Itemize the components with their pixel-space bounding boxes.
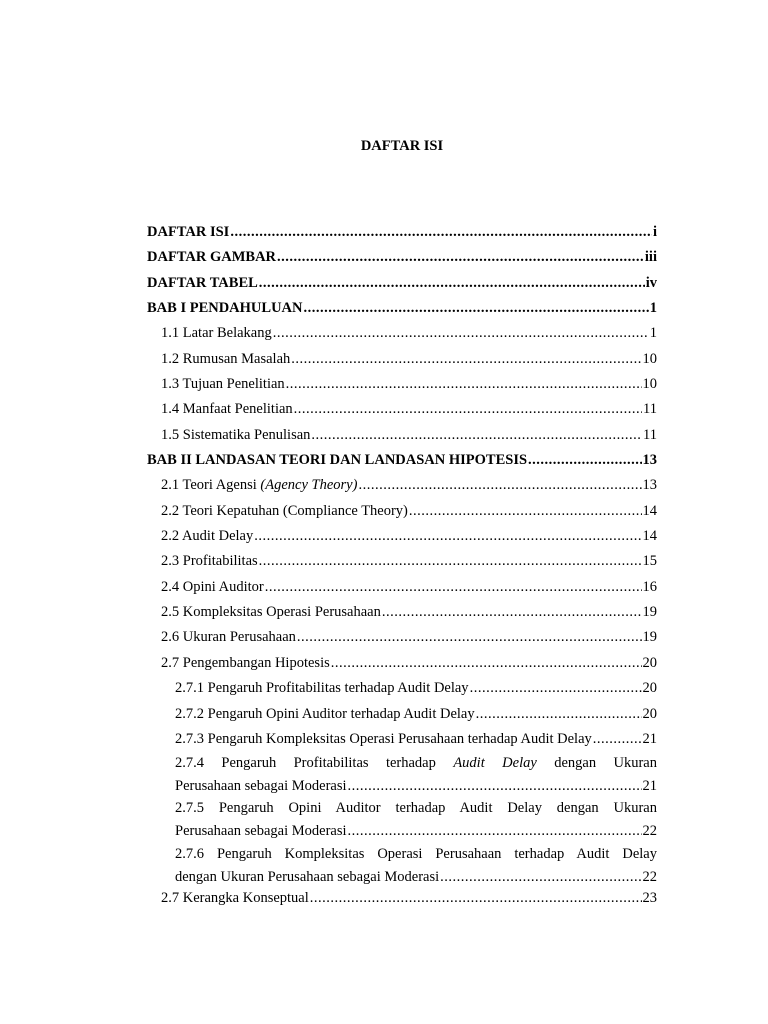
toc-entry-label-line2: Perusahaan sebagai Moderasi — [175, 823, 347, 839]
toc-entry-page: iv — [645, 275, 657, 291]
toc-entry-label: 2.3 Profitabilitas — [161, 553, 258, 569]
toc-entry-page: 20 — [642, 680, 657, 696]
toc-entry-label: 2.7.2 Pengaruh Opini Auditor terhadap Audit Delay — [175, 706, 475, 722]
toc-entry-2-7-kerangka[interactable] — [161, 886, 657, 911]
toc-entry-page: 11 — [643, 401, 657, 417]
toc-entry-page: 19 — [642, 604, 657, 620]
dot-leader — [382, 600, 642, 625]
dot-leader — [593, 727, 642, 752]
toc-entry-label-part: dengan Ukuran — [536, 755, 657, 771]
dot-leader — [331, 651, 642, 676]
toc-entry-page: 20 — [642, 706, 657, 722]
dot-leader — [294, 397, 642, 422]
toc-entry-1-1[interactable] — [161, 321, 657, 346]
toc-entry-label: 2.6 Ukuran Perusahaan — [161, 629, 296, 645]
toc-entry-2-5[interactable] — [161, 600, 657, 625]
dot-leader — [358, 473, 641, 498]
toc-entry-label: 2.2 Teori Kepatuhan (Compliance Theory) — [161, 503, 408, 519]
toc-entry-2-7-5[interactable] — [175, 797, 657, 843]
dot-leader — [259, 271, 645, 296]
toc-entry-label-italic: Audit Delay — [453, 755, 537, 771]
toc-entry-2-2-kepatuhan[interactable] — [161, 499, 657, 524]
toc-entry-label: 2.7.3 Pengaruh Kompleksitas Operasi Perusahaan terhadap Audit Delay — [175, 731, 592, 747]
toc-entry-label-italic: (Agency Theory) — [260, 477, 358, 493]
dot-leader — [254, 524, 641, 549]
toc-entry-2-7-3[interactable] — [175, 727, 657, 752]
toc-entry-2-2-audit-delay[interactable] — [161, 524, 657, 549]
dot-leader — [297, 625, 642, 650]
toc-entry-page: 20 — [642, 655, 657, 671]
toc-entry-bab-2[interactable] — [147, 448, 657, 473]
page-title: DAFTAR ISI — [360, 138, 444, 154]
dot-leader — [311, 423, 642, 448]
toc-entry-label: 1.1 Latar Belakang — [161, 325, 272, 341]
dot-leader — [273, 321, 649, 346]
toc-entry-page: 10 — [642, 351, 657, 367]
dot-leader — [304, 296, 649, 321]
toc-entry-2-7-2[interactable] — [175, 702, 657, 727]
toc-entry-2-7-4[interactable] — [175, 752, 657, 798]
toc-entry-page: 21 — [642, 731, 657, 747]
toc-entry-daftar-isi[interactable] — [147, 220, 657, 245]
toc-entry-page: 14 — [642, 503, 657, 519]
toc-entry-page: 11 — [643, 427, 657, 443]
dot-leader — [259, 549, 642, 574]
toc-entry-page: iii — [644, 249, 657, 265]
dot-leader — [291, 347, 641, 372]
toc-entry-daftar-tabel[interactable] — [147, 271, 657, 296]
toc-entry-page: 13 — [642, 477, 657, 493]
toc-entry-label-line1: 2.7.6 Pengaruh Kompleksitas Operasi Perusahaan terhadap Audit Delay — [175, 846, 657, 862]
toc-entry-label: BAB I PENDAHULUAN — [147, 300, 303, 316]
toc-entry-page: 22 — [642, 869, 657, 885]
toc-entry-1-3[interactable] — [161, 372, 657, 397]
dot-leader — [476, 702, 642, 727]
dot-leader — [348, 775, 642, 798]
toc-entry-bab-1[interactable] — [147, 296, 657, 321]
toc-entry-page: 14 — [642, 528, 657, 544]
toc-entry-page: 10 — [642, 376, 657, 392]
toc-entry-label: BAB II LANDASAN TEORI DAN LANDASAN HIPOTESIS — [147, 452, 528, 468]
toc-entry-1-2[interactable] — [161, 347, 657, 372]
toc-entry-label: 2.5 Kompleksitas Operasi Perusahaan — [161, 604, 381, 620]
toc-entry-label-line2: Perusahaan sebagai Moderasi — [175, 778, 347, 794]
toc-entry-label-part: 2.7.4 Pengaruh Profitabilitas terhadap — [175, 755, 454, 771]
toc-entry-2-4[interactable] — [161, 575, 657, 600]
toc-entry-page: 16 — [642, 579, 657, 595]
toc-entry-label-text: 2.1 Teori Agensi — [161, 477, 261, 493]
toc-entry-1-5[interactable] — [161, 423, 657, 448]
toc-entry-label — [161, 473, 357, 498]
toc-entry-label: 1.5 Sistematika Penulisan — [161, 427, 311, 443]
toc-entry-1-4[interactable] — [161, 397, 657, 422]
toc-entry-label: 2.7 Kerangka Konseptual — [161, 890, 309, 906]
toc-entry-label: 1.2 Rumusan Masalah — [161, 351, 291, 367]
toc-entry-label: DAFTAR TABEL — [147, 275, 258, 291]
toc-entry-2-6[interactable] — [161, 625, 657, 650]
toc-entry-2-1[interactable] — [161, 473, 657, 498]
toc-entry-label: DAFTAR GAMBAR — [147, 249, 277, 265]
toc-entry-page: 23 — [642, 890, 657, 906]
dot-leader — [310, 886, 642, 911]
toc-entry-label: 1.3 Tujuan Penelitian — [161, 376, 285, 392]
toc-entry-page: 22 — [642, 823, 657, 839]
toc-entry-page: 15 — [642, 553, 657, 569]
dot-leader — [230, 220, 652, 245]
toc-entry-page: 13 — [642, 452, 657, 468]
dot-leader — [265, 575, 642, 600]
toc-entry-label: 2.7.1 Pengaruh Profitabilitas terhadap Audit Delay — [175, 680, 469, 696]
toc-entry-2-7-6[interactable] — [175, 843, 657, 889]
toc-entry-page: 19 — [642, 629, 657, 645]
dot-leader — [409, 499, 642, 524]
dot-leader — [528, 448, 641, 473]
toc-entry-page: 1 — [649, 300, 657, 316]
toc-entry-label-line1: 2.7.5 Pengaruh Opini Auditor terhadap Audit Delay dengan Ukuran — [175, 800, 657, 816]
toc-entry-page: i — [652, 224, 657, 240]
toc-entry-daftar-gambar[interactable] — [147, 245, 657, 270]
toc-entry-page: 1 — [649, 325, 657, 341]
toc-entry-label: 2.2 Audit Delay — [161, 528, 254, 544]
toc-entry-2-3[interactable] — [161, 549, 657, 574]
dot-leader — [286, 372, 642, 397]
toc-entry-label-line1 — [175, 752, 657, 775]
toc-entry-2-7-1[interactable] — [175, 676, 657, 701]
toc-entry-label: DAFTAR ISI — [147, 224, 230, 240]
toc-entry-2-7[interactable] — [161, 651, 657, 676]
toc-entry-label-line2: dengan Ukuran Perusahaan sebagai Moderasi — [175, 869, 440, 885]
dot-leader — [348, 820, 642, 843]
toc-entry-page: 21 — [642, 778, 657, 794]
toc-entry-label: 1.4 Manfaat Penelitian — [161, 401, 293, 417]
toc-entry-label: 2.7 Pengembangan Hipotesis — [161, 655, 330, 671]
toc-entry-label: 2.4 Opini Auditor — [161, 579, 264, 595]
dot-leader — [470, 676, 642, 701]
dot-leader — [277, 245, 644, 270]
